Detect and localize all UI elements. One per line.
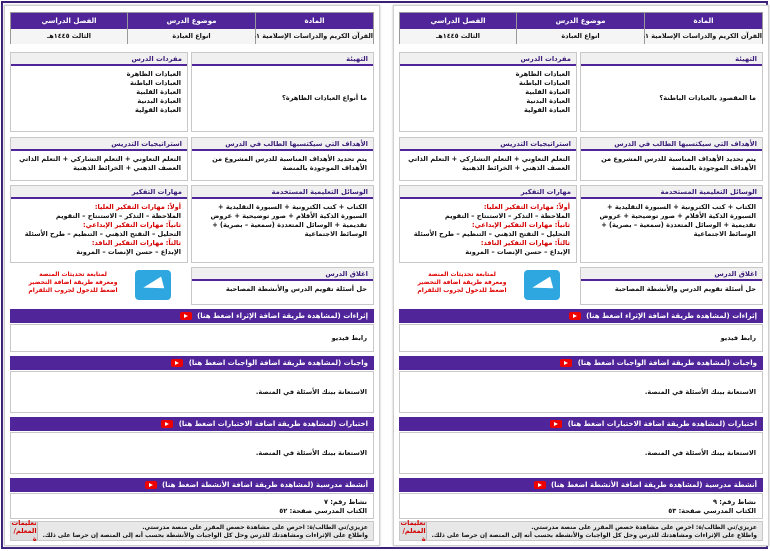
lesson-label: موضوع الدرس: [517, 13, 644, 29]
enrich-link[interactable]: (لمشاهدة طريقة اضافة الإثراء اضغط هنا): [586, 312, 730, 320]
tests-bar[interactable]: [10, 417, 374, 431]
thinking-heading: ثانياً: مهارات التفكير الإبداعي:: [82, 221, 181, 229]
tests-content: [10, 432, 374, 474]
activities-content: [10, 493, 374, 519]
vocab-box: [10, 52, 188, 132]
activities-title: أنشطة مدرسية: [704, 481, 757, 489]
teacher-instructions: [10, 521, 374, 541]
lesson-column: [127, 13, 255, 43]
closing-text: حل أسئلة تقويم الدرس والأنشطة المصاحبة: [225, 285, 367, 293]
intro-box: [580, 52, 763, 132]
thinking-heading: أولاً: مهارات التفكير العليا:: [483, 203, 570, 211]
vocab-item: العبادات الظاهرة: [126, 70, 181, 78]
thinking-heading: ثالثاً: مهارات التفكير الناقد:: [91, 239, 181, 247]
enrich-title: إثراءات: [343, 312, 368, 320]
closing-title: اغلاق الدرس: [581, 268, 762, 281]
thinking-box: [399, 185, 577, 263]
strategies-line: التعلم التعاوني + التعلم التشاركي + التعلم الذاتي: [408, 155, 570, 163]
term-value: الثالث ١٤٤٥هـ: [400, 29, 516, 44]
aids-title: الوسائل التعليمية المستخدمة: [581, 186, 762, 199]
thinking-text: الملاحظة – التذكر – الاستنتاج – التقويم: [444, 212, 570, 220]
activities-line: نشاط رقم: ٩: [712, 498, 756, 506]
lesson-value: انواع العبادة: [517, 29, 644, 44]
strategies-box: [399, 137, 577, 181]
thinking-heading: ثانياً: مهارات التفكير الإبداعي:: [471, 221, 570, 229]
enrich-content: [399, 324, 763, 352]
thinking-text: التحليل – التفتح الذهني – التنظيم – طرح الأسئلة: [413, 230, 570, 238]
thinking-text: التحليل – التفتح الذهني – التنظيم – طرح الأسئلة: [24, 230, 181, 238]
activities-link[interactable]: (لمشاهدة طريقة اضافة الأنشطة اضغط هنا): [161, 481, 314, 489]
lesson-value: انواع العبادة: [128, 29, 255, 44]
intro-text: ما المقصود بالعبادات الباطنة؟: [659, 94, 756, 102]
lesson-column: [516, 13, 644, 43]
strategies-line: العصف الذهني + الخرائط الذهنية: [462, 164, 570, 172]
strategies-line: العصف الذهني + الخرائط الذهنية: [73, 164, 181, 172]
subject-value: القرآن الكريم والدراسات الإسلامية ١: [256, 29, 373, 44]
telegram-line: اضغط للدخول لجروب التلقرام: [417, 287, 507, 294]
page-header: [399, 12, 763, 44]
homework-bar[interactable]: [399, 356, 763, 370]
vocab-item: العبادة البدنية: [137, 97, 181, 105]
strategies-line: التعلم التعاوني + التعلم التشاركي + التعلم الذاتي: [19, 155, 181, 163]
youtube-icon[interactable]: [145, 481, 157, 489]
goals-title: الأهداف التي سيكتسبها الطالب في الدرس: [192, 138, 373, 151]
pages-container: [4, 5, 765, 546]
enrich-bar[interactable]: [10, 309, 374, 323]
telegram-line: لمتابعة تحديثات المنصة: [39, 271, 107, 278]
telegram-line: لمتابعة تحديثات المنصة: [428, 271, 496, 278]
strategies-title: استراتيجيات التدريس: [400, 138, 576, 151]
term-column: [11, 13, 127, 43]
homework-link[interactable]: (لمشاهدة طريقة اضافة الواجبات اضغط هنا): [577, 359, 731, 367]
subject-column: [255, 13, 373, 43]
youtube-icon[interactable]: [161, 420, 173, 428]
vocab-item: العبادات الباطنة: [519, 79, 570, 87]
strategies-box: [10, 137, 188, 181]
goals-box: [191, 137, 374, 181]
closing-title: اغلاق الدرس: [192, 268, 373, 281]
homework-link[interactable]: (لمشاهدة طريقة اضافة الواجبات اضغط هنا): [188, 359, 342, 367]
youtube-icon[interactable]: [180, 312, 192, 320]
tests-link[interactable]: (لمشاهدة طريقة اضافة الاختبارات اضغط هنا): [178, 420, 337, 428]
activities-content: [399, 493, 763, 519]
activities-line: الكتاب المدرسي صفحة: ٥٣: [668, 507, 756, 515]
teacher-instructions: [399, 521, 763, 541]
subject-label: المادة: [256, 13, 373, 29]
lesson-plan-page: [4, 5, 380, 546]
thinking-text: الإبداع – حسن الإنصات – المرونة: [465, 248, 570, 256]
intro-box: [191, 52, 374, 132]
enrich-text: رابط فيديو: [331, 334, 367, 342]
closing-text: حل أسئلة تقويم الدرس والأنشطة المصاحبة: [614, 285, 756, 293]
instructions-line: واطلاع على الإثراءات ومشاهدتك للدرس وحل كل الواجبات والأنشطة بحسب أنه إلى المنصة إن حرصا على ذلك.: [42, 532, 368, 539]
enrich-text: رابط فيديو: [720, 334, 756, 342]
homework-title: واجبات: [732, 359, 757, 367]
aids-box: [191, 185, 374, 263]
vocab-item: العبادة القولية: [135, 106, 181, 114]
enrich-bar[interactable]: [399, 309, 763, 323]
closing-box: [191, 267, 374, 305]
page-header: [10, 12, 374, 44]
lesson-label: موضوع الدرس: [128, 13, 255, 29]
homework-bar[interactable]: [10, 356, 374, 370]
lesson-plan-page: [393, 5, 769, 546]
activities-title: أنشطة مدرسية: [315, 481, 368, 489]
vocab-item: العبادة القلبية: [525, 88, 570, 96]
homework-content: [10, 371, 374, 413]
tests-text: الاستعانة ببنك الأسئلة في المنصة.: [255, 449, 367, 457]
telegram-icon[interactable]: [135, 270, 171, 300]
subject-value: القرآن الكريم والدراسات الإسلامية ١: [645, 29, 762, 44]
term-label: الفصل الدراسي: [11, 13, 127, 29]
vocab-item: العبادة القولية: [524, 106, 570, 114]
youtube-icon[interactable]: [534, 481, 546, 489]
youtube-icon[interactable]: [569, 312, 581, 320]
tests-link[interactable]: (لمشاهدة طريقة اضافة الاختبارات اضغط هنا): [567, 420, 726, 428]
activities-bar[interactable]: [10, 478, 374, 492]
goals-text: يتم تحديد الأهداف المناسبة للدرس المشروع من الأهداف الموجودة بالمنصة: [601, 155, 756, 172]
vocab-title: مفردات الدرس: [11, 53, 187, 66]
youtube-icon[interactable]: [550, 420, 562, 428]
thinking-box: [10, 185, 188, 263]
subject-column: [644, 13, 762, 43]
telegram-line: ومعرفة طريقة اضافة التحضير: [28, 279, 118, 286]
telegram-promo[interactable]: [19, 271, 127, 295]
telegram-promo[interactable]: [408, 271, 516, 295]
aids-text: الكتاب + كتب الكترونية + السبورة التقليدية + السبورة الذكية الأقلام + صور توضيحية + عروض تقديمية + الوسائل المتعددة (سمعية – بصرية) + الوسائط الاجتماعية: [599, 203, 756, 238]
thinking-heading: ثالثاً: مهارات التفكير الناقد:: [480, 239, 570, 247]
term-value: الثالث ١٤٤٥هـ: [11, 29, 127, 44]
activities-line: الكتاب المدرسي صفحة: ٥٢: [279, 507, 367, 515]
thinking-heading: أولاً: مهارات التفكير العليا:: [94, 203, 181, 211]
instructions-label: تعليمات المعلم/ة: [400, 519, 426, 543]
subject-label: المادة: [645, 13, 762, 29]
goals-box: [580, 137, 763, 181]
vocab-item: العبادة القلبية: [136, 88, 181, 96]
intro-title: التهيئة: [192, 53, 373, 66]
goals-text: يتم تحديد الأهداف المناسبة للدرس المشروع من الأهداف الموجودة بالمنصة: [212, 155, 367, 172]
thinking-title: مهارات التفكير: [11, 186, 187, 199]
instructions-line: عزيزي/تي الطالب/ة: احرص على مشاهدة حصص المقرر على منصة مدرستي.: [142, 524, 368, 531]
enrich-link[interactable]: (لمشاهدة طريقة اضافة الإثراء اضغط هنا): [197, 312, 341, 320]
youtube-icon[interactable]: [560, 359, 572, 367]
telegram-icon[interactable]: [524, 270, 560, 300]
tests-title: اختبارات: [727, 420, 757, 428]
intro-text: ما أنواع العبادات الظاهرة؟: [281, 94, 367, 102]
term-column: [400, 13, 516, 43]
aids-title: الوسائل التعليمية المستخدمة: [192, 186, 373, 199]
vocab-title: مفردات الدرس: [400, 53, 576, 66]
telegram-line: اضغط للدخول لجروب التلقرام: [28, 287, 118, 294]
vocab-box: [399, 52, 577, 132]
activities-line: نشاط رقم: ٧: [323, 498, 367, 506]
closing-box: [580, 267, 763, 305]
tests-bar[interactable]: [399, 417, 763, 431]
thinking-title: مهارات التفكير: [400, 186, 576, 199]
strategies-title: استراتيجيات التدريس: [11, 138, 187, 151]
vocab-item: العبادات الظاهرة: [515, 70, 570, 78]
instructions-label: تعليمات المعلم/ة: [11, 519, 37, 543]
goals-title: الأهداف التي سيكتسبها الطالب في الدرس: [581, 138, 762, 151]
vocab-item: العبادات الباطنة: [130, 79, 181, 87]
activities-bar[interactable]: [399, 478, 763, 492]
telegram-line: ومعرفة طريقة اضافة التحضير: [417, 279, 507, 286]
tests-title: اختبارات: [338, 420, 368, 428]
tests-content: [399, 432, 763, 474]
tests-text: الاستعانة ببنك الأسئلة في المنصة.: [644, 449, 756, 457]
homework-text: الاستعانة ببنك الأسئلة في المنصة.: [644, 388, 756, 396]
vocab-item: العبادة البدنية: [526, 97, 570, 105]
homework-content: [399, 371, 763, 413]
aids-box: [580, 185, 763, 263]
activities-link[interactable]: (لمشاهدة طريقة اضافة الأنشطة اضغط هنا): [550, 481, 703, 489]
homework-title: واجبات: [343, 359, 368, 367]
instructions-line: واطلاع على الإثراءات ومشاهدتك للدرس وحل كل الواجبات والأنشطة بحسب أنه إلى المنصة إن حرصا على ذلك.: [431, 532, 757, 539]
thinking-text: الإبداع – حسن الإنصات – المرونة: [76, 248, 181, 256]
enrich-content: [10, 324, 374, 352]
intro-title: التهيئة: [581, 53, 762, 66]
enrich-title: إثراءات: [732, 312, 757, 320]
youtube-icon[interactable]: [171, 359, 183, 367]
term-label: الفصل الدراسي: [400, 13, 516, 29]
aids-text: الكتاب + كتب الكترونية + السبورة التقليدية + السبورة الذكية الأقلام + صور توضيحية + عروض تقديمية + الوسائل المتعددة (سمعية – بصرية) + الوسائط الاجتماعية: [210, 203, 367, 238]
thinking-text: الملاحظة – التذكر – الاستنتاج – التقويم: [55, 212, 181, 220]
instructions-line: عزيزي/تي الطالب/ة: احرص على مشاهدة حصص المقرر على منصة مدرستي.: [531, 524, 757, 531]
homework-text: الاستعانة ببنك الأسئلة في المنصة.: [255, 388, 367, 396]
